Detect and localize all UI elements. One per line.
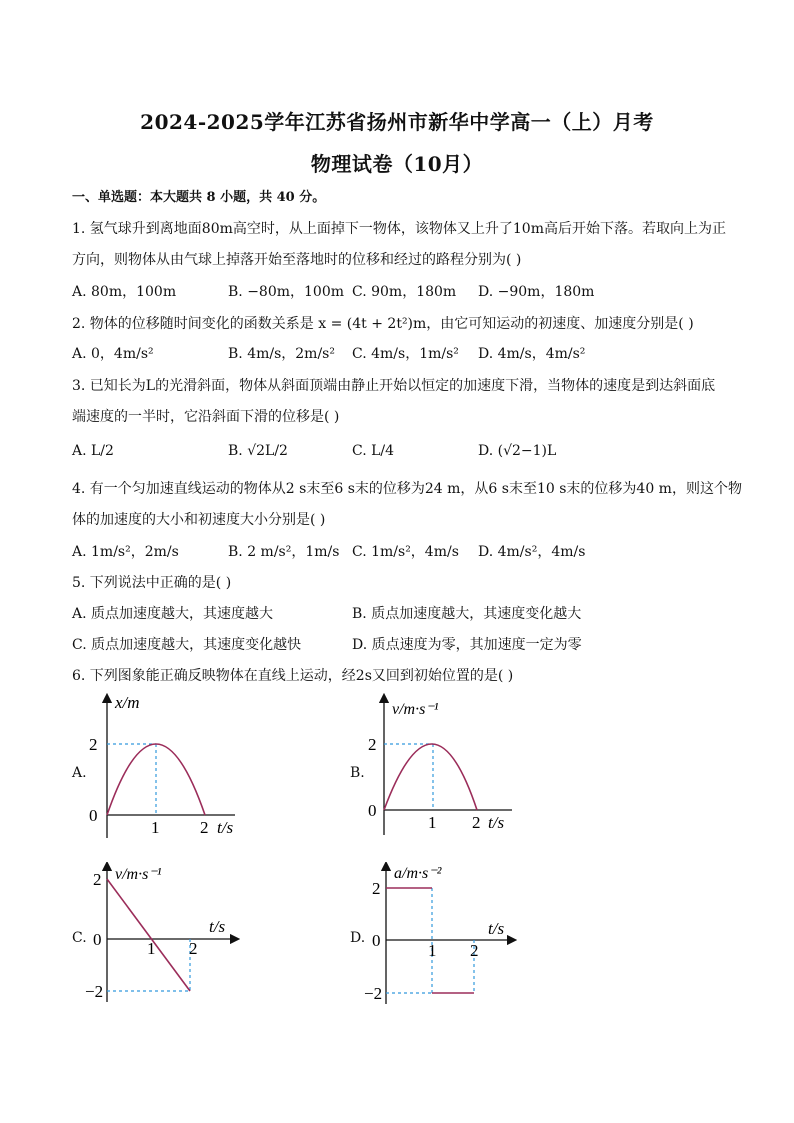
q5-option-c: C. 质点加速度越大，其速度变化越快 xyxy=(72,637,302,653)
graph-d-ytick-2: 2 xyxy=(372,879,381,898)
q1-option-d: D. −90m，180m xyxy=(478,284,595,300)
graph-b-xtick-1: 1 xyxy=(428,813,437,832)
question-1-line-1: 1. 氢气球升到离地面80m高空时，从上面掉下一物体，该物体又上升了10m高后开始下落。若取向上为正 xyxy=(72,221,726,237)
graph-d-xlabel: t/s xyxy=(488,919,505,938)
graph-a-xtick-2: 2 xyxy=(200,818,209,837)
graph-b-curve xyxy=(384,744,477,810)
question-6-line-1: 6. 下列图象能正确反映物体在直线上运动，经2s又回到初始位置的是( ) xyxy=(72,668,514,684)
q6-option-a: A. xyxy=(72,765,87,781)
graph-d-ylabel: a/m·s⁻² xyxy=(394,865,442,882)
question-3-line-1: 3. 已知长为L的光滑斜面，物体从斜面顶端由静止开始以恒定的加速度下滑，当物体的速度是到达斜面底 xyxy=(72,378,716,394)
graph-a-ytick-2: 2 xyxy=(89,735,98,754)
q4-option-a: A. 1m/s²，2m/s xyxy=(72,544,179,560)
exam-subtitle: 物理试卷（10月） xyxy=(310,152,484,176)
graph-a-ytick-0: 0 xyxy=(89,806,98,825)
graph-a-ylabel: x/m xyxy=(115,693,140,712)
graph-c-ytick-0: 0 xyxy=(93,930,102,949)
q5-option-d: D. 质点速度为零，其加速度一定为零 xyxy=(352,637,582,653)
graph-d-xtick-1: 1 xyxy=(428,941,437,960)
graph-c-xtick-1: 1 xyxy=(147,939,156,958)
graph-c-ytick-2: 2 xyxy=(93,870,102,889)
graph-d xyxy=(362,862,532,1012)
graph-c-xlabel: t/s xyxy=(209,917,226,936)
section-heading: 一、单选题：本大题共 8 小题，共 40 分。 xyxy=(72,190,326,205)
question-3-line-2: 端速度的一半时，它沿斜面下滑的位移是( ) xyxy=(72,409,340,425)
graph-d-ytick-neg2: −2 xyxy=(364,984,383,1003)
graph-c-ytick-neg2: −2 xyxy=(85,982,104,1001)
question-1-line-2: 方向，则物体从由气球上掉落开始至落地时的位移和经过的路程分别为( ) xyxy=(72,252,522,268)
q2-option-b: B. 4m/s，2m/s² xyxy=(228,346,335,362)
graph-c-xtick-2: 2 xyxy=(189,939,198,958)
q2-option-d: D. 4m/s，4m/s² xyxy=(478,346,586,362)
q6-option-c: C. xyxy=(72,930,87,946)
q3-option-c: C. L/4 xyxy=(352,443,395,459)
q1-option-c: C. 90m，180m xyxy=(352,284,457,300)
q2-option-c: C. 4m/s，1m/s² xyxy=(352,346,459,362)
q6-option-d: D. xyxy=(350,930,366,946)
q2-option-a: A. 0，4m/s² xyxy=(72,346,154,362)
q3-option-d: D. (√2−1)L xyxy=(478,443,557,459)
graph-b-xlabel: t/s xyxy=(488,813,505,832)
q4-option-c: C. 1m/s²，4m/s xyxy=(352,544,459,560)
graph-b-ytick-0: 0 xyxy=(368,801,377,820)
question-2-line-1: 2. 物体的位移随时间变化的函数关系是 x = (4t + 2t²)m，由它可知运动的初速度、加速度分别是( ) xyxy=(72,316,694,332)
graph-b-xtick-2: 2 xyxy=(472,813,481,832)
q3-option-b: B. √2L/2 xyxy=(228,443,288,459)
question-4-line-2: 体的加速度的大小和初速度大小分别是( ) xyxy=(72,512,326,528)
q1-option-a: A. 80m，100m xyxy=(72,284,177,300)
q4-option-b: B. 2 m/s²，1m/s xyxy=(228,544,340,560)
exam-title: 2024-2025学年江苏省扬州市新华中学高一（上）月考 xyxy=(140,110,654,134)
q6-option-b: B. xyxy=(350,765,365,781)
q3-option-a: A. L/2 xyxy=(72,443,114,459)
q5-option-b: B. 质点加速度越大，其速度变化越大 xyxy=(352,606,582,622)
question-5-line-1: 5. 下列说法中正确的是( ) xyxy=(72,575,232,591)
graph-a-xtick-1: 1 xyxy=(151,818,160,837)
graph-d-ytick-0: 0 xyxy=(372,931,381,950)
q1-option-b: B. −80m，100m xyxy=(228,284,345,300)
graph-c-ylabel: v/m·s⁻¹ xyxy=(115,866,162,883)
question-4-line-1: 4. 有一个匀加速直线运动的物体从2 s末至6 s末的位移为24 m，从6 s末至10 s末的位移为40 m，则这个物 xyxy=(72,481,742,497)
graph-c-line xyxy=(107,879,190,991)
graph-b-ylabel: v/m·s⁻¹ xyxy=(392,701,439,718)
graph-a xyxy=(85,690,255,845)
graph-c xyxy=(85,862,255,1012)
graph-a-xlabel: t/s xyxy=(217,818,234,837)
graph-b xyxy=(362,690,532,845)
q4-option-d: D. 4m/s²，4m/s xyxy=(478,544,586,560)
graph-b-ytick-2: 2 xyxy=(368,735,377,754)
q5-option-a: A. 质点加速度越大，其速度越大 xyxy=(72,606,274,622)
graph-d-xtick-2: 2 xyxy=(470,941,479,960)
